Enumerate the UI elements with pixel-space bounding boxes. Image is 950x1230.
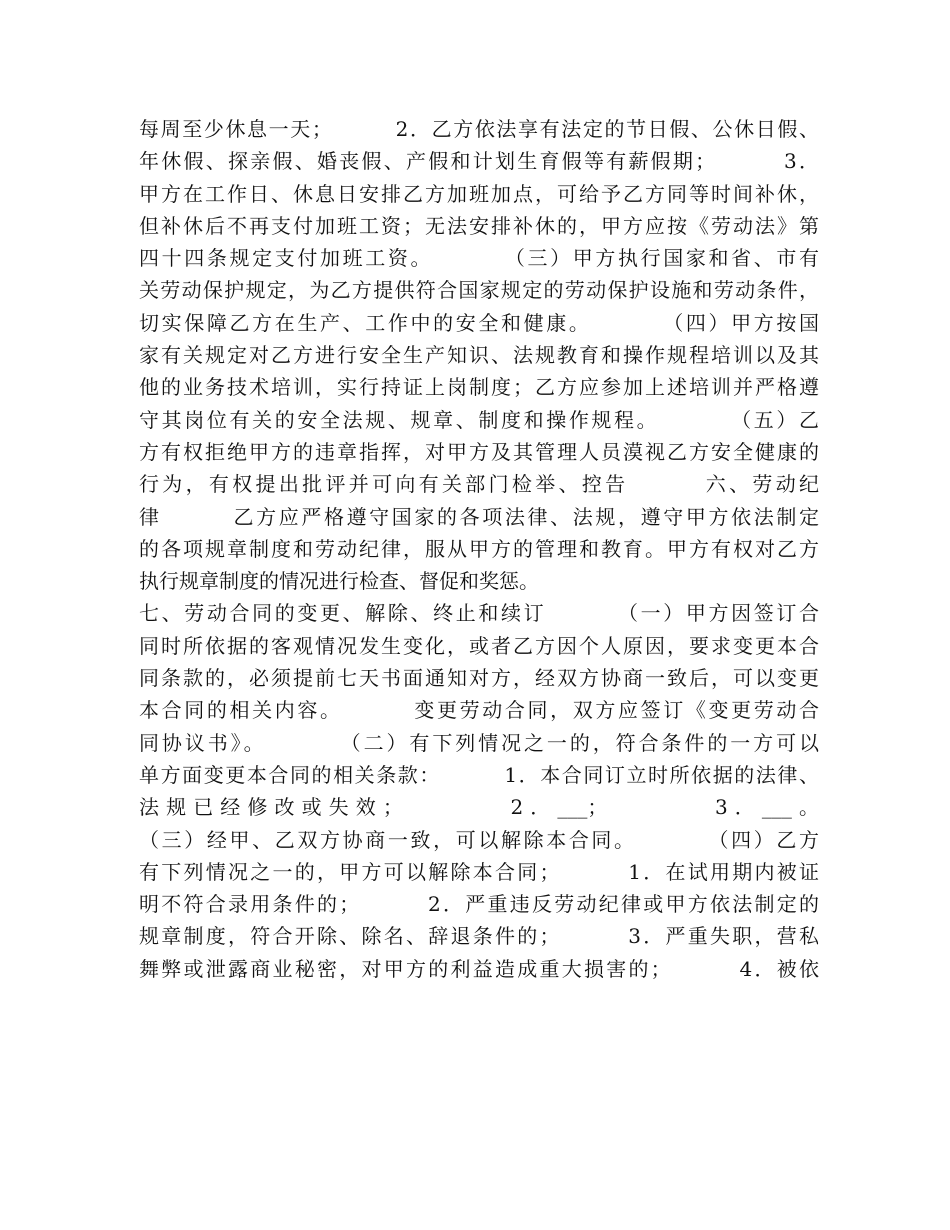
- text-line: 有下列情况之一的，甲方可以解除本合同； 1．在试用期内被证: [139, 859, 819, 884]
- text-line: 单方面变更本合同的相关条款： 1．本合同订立时所依据的法律、: [139, 762, 819, 787]
- text-line: （三）经甲、乙双方协商一致，可以解除本合同。 （四）乙方: [139, 827, 819, 852]
- text-line: 同条款的，必须提前七天书面通知对方，经双方协商一致后，可以变更: [139, 666, 819, 691]
- text-line: 每周至少休息一天； 2．乙方依法享有法定的节日假、公休日假、: [139, 117, 819, 141]
- text-line: 守其岗位有关的安全法规、规章、制度和操作规程。 （五）乙: [139, 407, 819, 432]
- text-line: 明不符合录用条件的； 2．严重违反劳动纪律或甲方依法制定的: [139, 892, 819, 917]
- text-line: 但补休后不再支付加班工资；无法安排补休的，甲方应按《劳动法》第: [139, 213, 819, 238]
- text-line: 舞弊或泄露商业秘密，对甲方的利益造成重大损害的； 4．被依: [139, 956, 819, 981]
- text-line: 规章制度，符合开除、除名、辞退条件的； 3．严重失职，营私: [139, 924, 819, 949]
- text-line: 家有关规定对乙方进行安全生产知识、法规教育和操作规程培训以及其: [139, 343, 819, 368]
- text-line: 七、劳动合同的变更、解除、终止和续订 （一）甲方因签订合: [139, 601, 819, 626]
- text-line: 四十四条规定支付加班工资。 （三）甲方执行国家和省、市有: [139, 246, 819, 271]
- text-line: 关劳动保护规定，为乙方提供符合国家规定的劳动保护设施和劳动条件，: [139, 278, 819, 303]
- text-line: 方有权拒绝甲方的违章指挥，对甲方及其管理人员漠视乙方安全健康的: [139, 439, 819, 464]
- text-line: 甲方在工作日、休息日安排乙方加班加点，可给予乙方同等时间补休，: [139, 181, 819, 206]
- text-line: 的各项规章制度和劳动纪律，服从甲方的管理和教育。甲方有权对乙方: [139, 536, 819, 561]
- text-line: 律 乙方应严格遵守国家的各项法律、法规，遵守甲方依法制定: [139, 504, 819, 529]
- text-line: 执行规章制度的情况进行检查、督促和奖惩。: [139, 569, 539, 594]
- contract-body-text: [139, 113, 819, 985]
- text-line: 同时所依据的客观情况发生变化，或者乙方因个人原因，要求变更本合: [139, 633, 819, 658]
- text-line: 他的业务技术培训，实行持证上岗制度；乙方应参加上述培训并严格遵: [139, 375, 819, 400]
- text-line: 行为，有权提出批评并可向有关部门检举、控告 六、劳动纪: [139, 472, 819, 497]
- text-line: 同协议书》。 （二）有下列情况之一的，符合条件的一方可以: [139, 730, 819, 755]
- text-line: 年休假、探亲假、婚丧假、产假和计划生育假等有薪假期； 3．: [139, 149, 819, 174]
- text-line: 法规已经修改或失效； 2．___； 3．___。: [139, 795, 819, 820]
- text-line: 本合同的相关内容。 变更劳动合同，双方应签订《变更劳动合: [139, 698, 819, 723]
- text-line: 切实保障乙方在生产、工作中的安全和健康。 （四）甲方按国: [139, 310, 819, 335]
